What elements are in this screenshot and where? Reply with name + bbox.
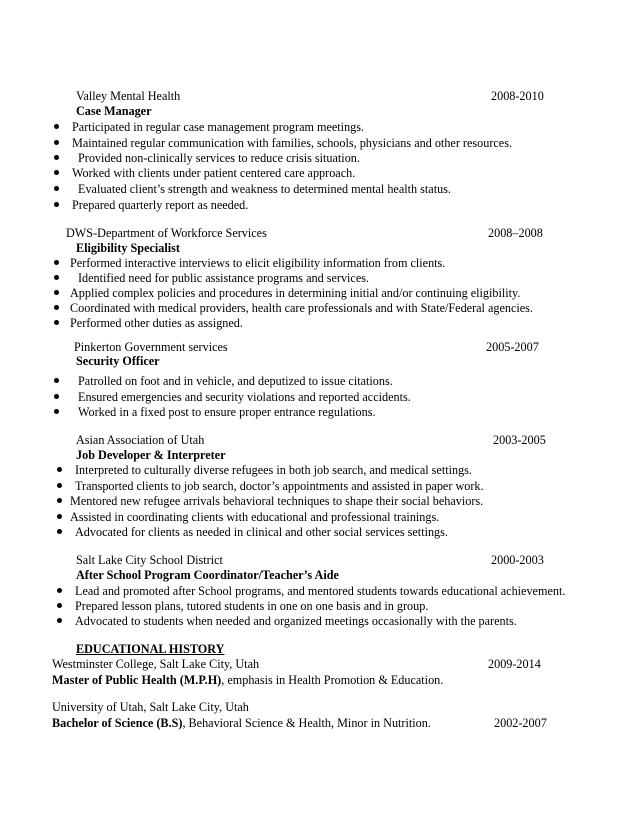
resume-page: Valley Mental Health 2008-2010 Case Manager Participated in regular case management program meetings. Maintained regular communication with families, schools, physicians and other resources. Provided non-clinically services to reduce crisis situation. Worked with clients under patient centered care approach. Evaluated client’s strength and weakness to determined mental health status. Prepared quarterly report as needed. DWS-Department of Workforce Services 2008–2008 Eligibility Specialist Performed interactive interviews to elicit eligibility information from clients. Identified need for public assistance programs and services. Applied complex policies and procedures in determining initial and/or continuing eligibility. Coordinated with medical providers, health care professionals and with State/Federal agencies. Performed other duties as assigned. Pinkerton Government services 2005-2007 Security Officer Patrolled on foot and in vehicle, and deputized to issue citations. Ensured emergencies and security violations and reported accidents. Worked in a fixed post to ensure proper entrance regulations. Asian Association of Utah 2003-2005 Job Developer & Interpreter Interpreted to culturally diverse refugees in both job search, and medical settings. Transported clients to job search, doctor’s appointments and assisted in paper work. Mentored new refugee arrivals behavioral techniques to shape their social behaviors. Assisted in coordinating clients with educational and professional trainings. Advocated for clients as needed in clinical and other social services settings. Salt Lake City School District 2000-2003 After School Program Coordinator/Teacher’s Aide Lead and promoted after School programs, and mentored students towards educational achievement. Prepared lesson plans, tutored students in one on one basis and in group. Advocated to students when needed and organized meetings occasionally with the parents. EDUCATIONAL HISTORY Westminster College, Salt Lake City, Utah 2009-2014 Master of Public Health (M.P.H), emphasis in Health Promotion & Education. University of Utah, Salt Lake City, Utah Bachelor of Science (B.S), Behavioral Science & Health, Minor in Nutrition. 2002-2007 (52, 89, 566, 730)
bullet-dot-icon (54, 320, 59, 325)
bullet-dot-icon (54, 202, 59, 207)
bullet-dot-icon (54, 378, 59, 383)
education-dates: 2009-2014 (488, 657, 541, 671)
job-title: Case Manager (76, 104, 152, 118)
bullet-dot-icon (54, 409, 59, 414)
education-degree: Bachelor of Science (B.S) (52, 716, 183, 730)
job-dates: 2003-2005 (493, 433, 546, 447)
bullet-dot-icon (57, 588, 62, 593)
education-degree-line (52, 716, 431, 730)
job-dates: 2005-2007 (486, 340, 539, 354)
job-org: DWS-Department of Workforce Services (66, 226, 267, 240)
job-org: Salt Lake City School District (76, 553, 223, 567)
job-title: Job Developer & Interpreter (76, 448, 226, 462)
bullet-dot-icon (54, 290, 59, 295)
education-detail: , emphasis in Health Promotion & Education. (221, 673, 444, 687)
bullet-dot-icon (54, 124, 59, 129)
bullet-dot-icon (54, 140, 59, 145)
job-dates: 2008–2008 (488, 226, 543, 240)
bullet-dot-icon (57, 483, 62, 488)
bullet-dot-icon (54, 186, 59, 191)
education-school: University of Utah, Salt Lake City, Utah (52, 700, 249, 714)
job-title: Eligibility Specialist (76, 241, 180, 255)
bullet-dot-icon (54, 155, 59, 160)
bullet-dot-icon (54, 275, 59, 280)
education-dates: 2002-2007 (494, 716, 547, 730)
bullet-dot-icon (54, 305, 59, 310)
bullet-dot-icon (57, 529, 62, 534)
job-dates: 2000-2003 (491, 553, 544, 567)
job-org: Valley Mental Health (76, 89, 181, 103)
education-degree-line (52, 673, 443, 687)
job-dates: 2008-2010 (491, 89, 544, 103)
bullet-dot-icon (57, 467, 62, 472)
bullet-dot-icon (57, 514, 62, 519)
education-heading: EDUCATIONAL HISTORY (76, 642, 225, 656)
job-org: Asian Association of Utah (76, 433, 205, 447)
job-title: Security Officer (76, 354, 160, 368)
education-detail: , Behavioral Science & Health, Minor in Nutrition. (182, 716, 431, 730)
bullet-dot-icon (57, 618, 62, 623)
job-title: After School Program Coordinator/Teacher’s Aide (76, 568, 339, 582)
job-org: Pinkerton Government services (74, 340, 228, 354)
bullet-dot-icon (57, 603, 62, 608)
education-school: Westminster College, Salt Lake City, Utah (52, 657, 260, 671)
bullet-dot-icon (54, 260, 59, 265)
education-degree: Master of Public Health (M.P.H) (52, 673, 222, 687)
bullet-dot-icon (57, 498, 62, 503)
bullet-dot-icon (54, 170, 59, 175)
bullet-dot-icon (54, 394, 59, 399)
